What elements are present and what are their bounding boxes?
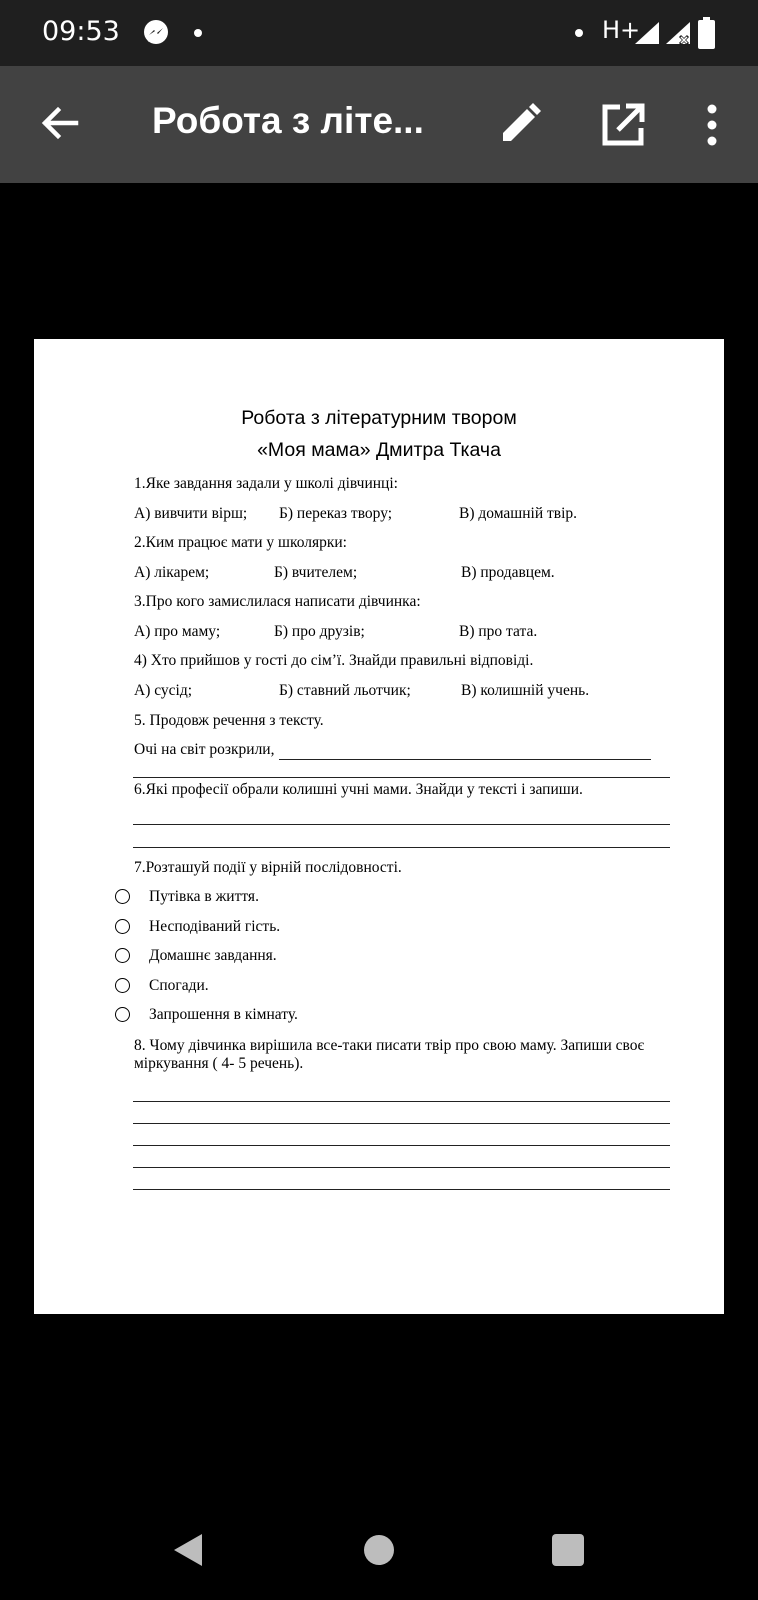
- answer-line: [133, 1189, 670, 1190]
- radio-circle-icon[interactable]: [115, 948, 130, 963]
- question-8-line1: 8. Чому дівчинка вирішила все-таки писати твір про свою маму. Запиши своє: [134, 1037, 645, 1054]
- document-title: Робота з літе...: [152, 100, 424, 141]
- question-7: 7.Розташуй події у вірній послідовності.: [134, 859, 402, 876]
- event-item: Спогади.: [149, 977, 209, 994]
- q3-option-a: А) про маму;: [134, 623, 221, 640]
- answer-line: [133, 777, 670, 778]
- nav-back-icon[interactable]: [172, 1532, 204, 1568]
- question-3: 3.Про кого замислилася написати дівчинка:: [134, 593, 421, 610]
- q1-option-c: В) домашній твір.: [459, 505, 578, 522]
- q1-option-b: Б) переказ твору;: [279, 505, 393, 522]
- question-8-line2: міркування ( 4- 5 речень).: [134, 1055, 304, 1072]
- q4-option-c: В) колишній учень.: [461, 682, 590, 699]
- status-bar: [0, 0, 758, 66]
- answer-line: [133, 1167, 670, 1168]
- network-type: H+: [602, 16, 641, 44]
- more-vert-icon[interactable]: [694, 102, 730, 148]
- notification-dot-icon: [575, 29, 583, 37]
- back-arrow-icon[interactable]: [36, 99, 84, 147]
- battery-icon: [698, 17, 715, 49]
- q5-prompt: Очі на світ розкрили,: [134, 741, 275, 758]
- question-1: 1.Яке завдання задали у школі дівчинці:: [134, 475, 398, 492]
- answer-line: [133, 1123, 670, 1124]
- app-bar: [0, 66, 758, 183]
- event-item: Путівка в життя.: [149, 888, 259, 905]
- status-time: 09:53: [42, 16, 120, 47]
- q1-option-a: А) вивчити вірш;: [134, 505, 248, 522]
- event-item: Несподіваний гість.: [149, 918, 281, 935]
- answer-line: [279, 759, 651, 760]
- notification-dot-icon: [194, 29, 202, 37]
- document-heading-line2: «Моя мама» Дмитра Ткача: [257, 439, 501, 461]
- event-item: Домашнє завдання.: [149, 947, 277, 964]
- nav-recents-icon[interactable]: [552, 1534, 584, 1566]
- document-page[interactable]: [34, 339, 724, 1314]
- q2-option-c: В) продавцем.: [461, 564, 555, 581]
- q2-option-b: Б) вчителем;: [274, 564, 358, 581]
- question-6: 6.Які професії обрали колишні учні мами. Знайди у тексті і запиши.: [134, 781, 583, 798]
- pencil-icon[interactable]: [497, 101, 543, 147]
- answer-line: [133, 1145, 670, 1146]
- q4-option-b: Б) ставний льотчик;: [279, 682, 411, 699]
- q2-option-a: А) лікарем;: [134, 564, 210, 581]
- q3-option-c: В) про тата.: [459, 623, 538, 640]
- radio-circle-icon[interactable]: [115, 919, 130, 934]
- signal-no-data-icon: [664, 20, 692, 46]
- document-heading-line1: Робота з літературним твором: [241, 407, 517, 429]
- answer-line: [133, 1101, 670, 1102]
- q4-option-a: А) сусід;: [134, 682, 193, 699]
- event-item: Запрошення в кімнату.: [149, 1006, 298, 1023]
- question-4: 4) Хто прийшов у гості до сім’ї. Знайди правильні відповіді.: [134, 652, 534, 669]
- nav-home-icon[interactable]: [364, 1535, 394, 1565]
- messenger-icon: [142, 19, 170, 47]
- question-2: 2.Ким працює мати у школярки:: [134, 534, 347, 551]
- q3-option-b: Б) про друзів;: [274, 623, 365, 640]
- radio-circle-icon[interactable]: [115, 978, 130, 993]
- radio-circle-icon[interactable]: [115, 1007, 130, 1022]
- radio-circle-icon[interactable]: [115, 889, 130, 904]
- signal-icon: [633, 20, 661, 46]
- system-nav-bar: [0, 1490, 758, 1600]
- answer-line: [133, 847, 670, 848]
- open-external-icon[interactable]: [600, 102, 646, 148]
- answer-line: [133, 824, 670, 825]
- question-5: 5. Продовж речення з тексту.: [134, 712, 324, 729]
